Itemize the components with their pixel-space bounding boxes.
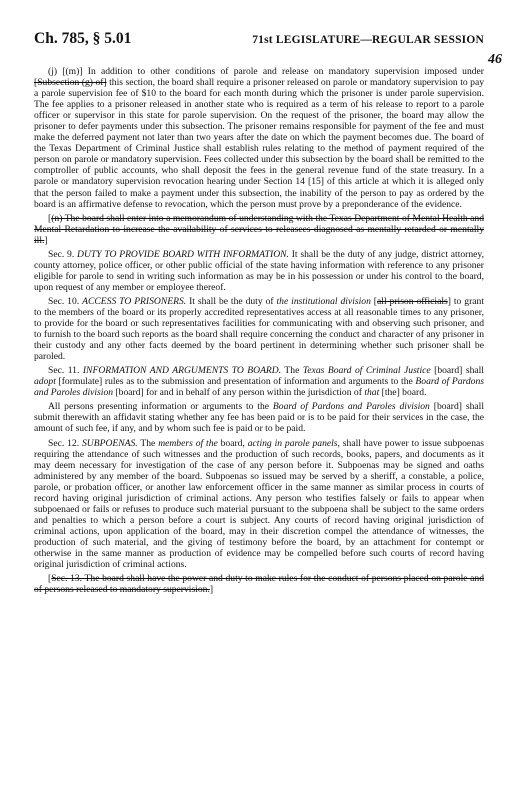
section-11-text-c: [formulate] rules as to the submission and presentation of information and arguments to the [55,376,416,388]
section-10-title: ACCESS TO PRISONERS. [82,295,187,307]
section-10-inserted-text: the institutional division [276,295,371,307]
section-12-text-a: The [137,437,159,449]
handwritten-page-mark: 46 [488,52,502,67]
bracket-open: [ [48,212,52,224]
section-12-text-b: board, [217,437,248,449]
section-11-inserted-1: Texas Board of Criminal Justice [302,365,431,377]
section-11-text-a: The [281,365,303,377]
bracket-close: ] [447,295,451,307]
subsection-j [34,66,484,210]
section-12-inserted-1: members of the [158,437,218,449]
section-12-inserted-2: acting in parole panels, [247,437,340,449]
section-9-title: DUTY TO PROVIDE BOARD WITH INFORMATION. [77,248,289,260]
section-12 [34,438,484,571]
section-9-number: Sec. 9. [48,248,75,260]
section-11-inserted-3: Board of Pardons and Paroles division [34,376,485,399]
section-11-text-e: [the] board. [379,387,427,399]
subsection-j-text-a: (j) [(m)] In addition to other conditions of parole and release on mandatory supervision imposed under [48,66,484,77]
section-11-number: Sec. 11. [48,365,80,377]
subsection-j-text-b: this section, the board shall require a prisoner released on parole or mandatory supervision to pay a parole supervision fee of $10 to the board for each month during which the prisoner is under parole supervision. The fee applies to a prisoner released in another state who is required as a term of his release to report to a parole officer or supervisor in this state for parole supervision. On the request of the prisoner, the board may allow the prisoner to defer payments under this subsection. The prisoner remains responsible for payment of the fee and must make the deferred payment not later than two years after the date on which the payment becomes due. The board of the Texas Department of Criminal Justice shall establish rules relating to the method of payment required of the person on parole or mandatory supervision. Fees collected under this subsection by the board shall be remitted to the comptroller of public accounts, who shall deposit the fees in the general revenue fund of the state treasury. In a parole or mandatory supervision revocation hearing under Section 14 [15] of this article at which it is alleged only that the person failed to make a payment under this subsection, the inability of the person to pay as ordered by the board is an affirmative defense to revocation, which the person must prove by a preponderance of the evidence. [34,77,484,210]
section-11b-inserted: Board of Pardons and Paroles division [272,401,430,413]
section-11b-text-a: All persons presenting information or arguments to the [48,401,273,413]
bracket-close: ] [44,234,48,246]
section-9-text: It shall be the duty of any judge, district attorney, county attorney, police officer, or other public official of the state having information with reference to any prisoner eligible for parole to send in writing such information as may be in his possession or under his control to the board, upon request of any member or employee thereof. [34,248,484,293]
section-10-struck-text: all prison officials [377,295,448,307]
bracket-open: [ [48,573,52,585]
section-10-number: Sec. 10. [48,295,80,307]
section-9 [34,249,484,293]
section-11 [34,365,484,398]
section-11-inserted-4: that [364,387,380,399]
struck-subsection-ref: [Subsection (g) of] [34,77,107,89]
section-12-number: Sec. 12. [48,437,80,449]
chapter-section-ref: Ch. 785, § 5.01 [34,30,132,47]
section-10 [34,296,484,362]
statute-body [34,66,484,595]
session-title: 71st LEGISLATURE—REGULAR SESSION [252,34,484,46]
section-11-text-b: [board] shall [430,365,484,377]
section-10-text-b: to grant to the members of the board or its properly accredited representatives access at all reasonable times to any prisoner, to provide for the board or such representatives facilities for communicating with and observing such prisoner, and to furnish to the board such reports as the board shall require concerning the conduct and character of any prisoner in their custody and any other facts deemed by the board pertinent in determining whether such prisoner shall be paroled. [34,295,484,363]
section-11-paragraph-2 [34,401,484,434]
bracket-open: [ [370,295,378,307]
section-11-text-d: [board] for and in behalf of any person within the jurisdiction of [113,387,365,399]
section-10-text-a: It shall be the duty of [186,295,277,307]
section-11-inserted-2: adopt [34,376,56,388]
section-11b-text-b: [board] shall submit therewith an affidavit stating whether any fee has been paid or is to be paid for their services in the case, the amount of such fee, if any, and by whom such fee is paid or to be paid. [34,401,484,435]
struck-section-13: Sec. 13. The board shall have the power and duty to make rules for the conduct of persons placed on parole and of persons released to mandatory supervision. [34,573,484,596]
section-11-title: INFORMATION AND ARGUMENTS TO BOARD. [82,365,282,377]
page-header [34,30,484,56]
section-12-text-c: shall have power to issue subpoenas requiring the attendance of such witnesses and the production of such records, books, papers, and documents as it may deem necessary for investigation of the case of any person before it. Subpoenas may be signed and oaths administered by any member of the board. Subpoenas so issued may be served by a sheriff, a constable, a police, parole, or probation officer, or another law enforcement officer in the same manner as similar process in courts of record having original jurisdiction of criminal actions. Any person who testifies falsely or fails to appear when subpoenaed or fails or refuses to produce such material pursuant to the subpoena shall be subject to the same orders and penalties to which a person before a court is subject. Any courts of record having original jurisdiction of criminal actions, upon application of the board, may in their discretion compel the attendance of witnesses, the production of such material, and the giving of testimony before the board, by an attachment for contempt or otherwise in the same manner as production of evidence may be compelled before such courts of record having original jurisdiction of criminal actions. [34,437,484,571]
struck-subsection-n: (n) The board shall enter into a memorandum of understanding with the Texas Department of Mental Health and Mental Retardation to increase the availability of services to releasees diagnosed as mentally retarded or mentally ill. [34,212,484,246]
subsection-n-deleted [34,213,484,246]
section-12-title: SUBPOENAS. [82,437,138,449]
bracket-close: ] [209,584,214,596]
section-13-deleted [34,573,484,595]
